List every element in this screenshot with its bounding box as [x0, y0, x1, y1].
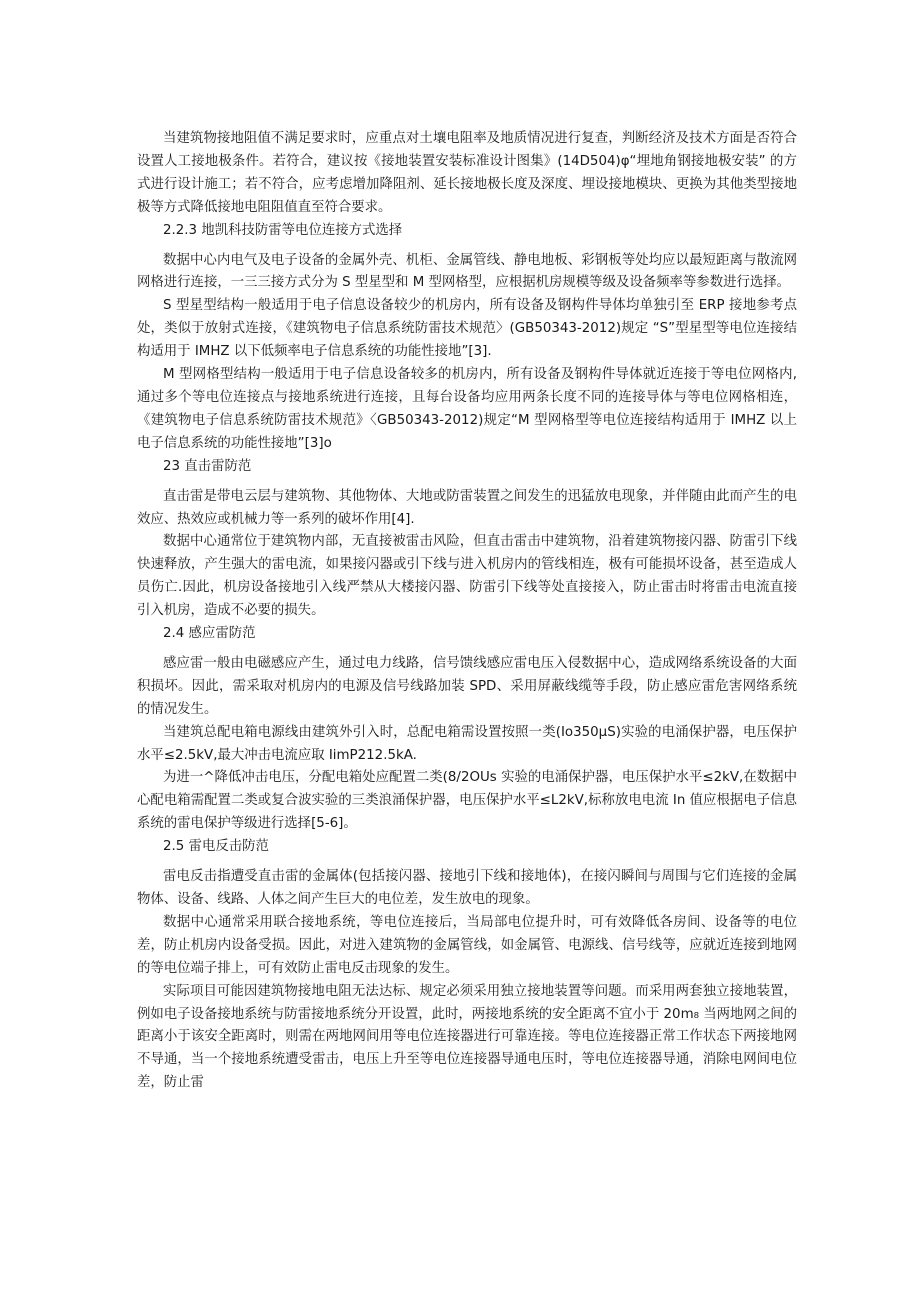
section-heading-2-4: 2.4 感应雷防范: [163, 626, 256, 642]
document-page: [137, 128, 797, 1095]
paragraph-direct-lightning-definition: 直击雷是带电云层与建筑物、其他物体、大地或防雷装置之间发生的迅猛放电现象，并伴随由此而产生的电效应、热效应或机械力等一系列的破坏作用[4].: [137, 488, 797, 527]
paragraph-direct-lightning-datacenter: 数据中心通常位于建筑物内部，无直接被雷击风险，但直击雷击中建筑物，沿着建筑物接闪器、防雷引下线快速释放，产生强大的雷电流，如果接闪器或引下线与进入机房内的管线相连，极有可能损坏设备，甚至造成人员伤亡.因此，机房设备接地引入线严禁从大楼接闪器、防雷引下线等处直接接入，防止雷击时将雷击电流直接引入机房，造成不必要的损失。: [137, 534, 797, 619]
paragraph-m-type-mesh: M 型网格型结构一般适用于电子信息设备较多的机房内，所有设备及钢构件导体就近连接于等电位网格内,通过多个等电位连接点与接地系统进行连接，且每台设备均应用两条长度不同的连接导体与等电位网格相连，《建筑物电子信息系统防雷技术规范》〈GB50343-2012)规定“M 型网格型等电位连接结构适用于 IMHZ 以上电子信息系统的功能性接地”[3]o: [137, 367, 797, 451]
section-heading-2-5: 2.5 雷电反击防范: [163, 839, 269, 855]
section-heading-2-3: 23 直击雷防范: [163, 458, 252, 474]
paragraph-grounding-resistance: 当建筑物接地阻值不满足要求时，应重点对土壤电阻率及地质情况进行复查，判断经济及技术方面是否符合设置人工接地极条件。若符合，建议按《接地装置安装标准设计图集》(14D504)φ“埋地角钢接地极安装” 的方式进行设计施工；若不符合，应考虑增加降阻剂、延长接地极长度及深度、埋设接地模块、更换为其他类型接地极等方式降低接地电阻阻值直至符合要求。: [137, 131, 797, 215]
paragraph-bonding-overview: 数据中心内电气及电子设备的金属外壳、机柜、金属管线、静电地板、彩钢板等处均应以最短距离与散流网网格进行连接，一三三接方式分为 S 型星型和 M 型网格型，应根据机房规模等级及设备频率等参数进行选择。: [137, 252, 797, 291]
paragraph-sub-distribution-spd: 为进一^降低冲击电压，分配电箱处应配置二类(8/2OUs 实验的电涌保护器，电压保护水平≤2kV,在数据中心配电箱需配置二类或复合波实验的三类浪涌保护器，电压保护水平≤L2kV,标称放电电流 In 值应根据电子信息系统的雷电保护等级进行选择[5-6]。: [137, 770, 797, 832]
paragraph-back-flashover-definition: 雷电反击指遭受直击雷的金属体(包括接闪器、接地引下线和接地体)，在接闪瞬间与周围与它们连接的金属物体、设备、线路、人体之间产生巨大的电位差，发生放电的现象。: [137, 869, 797, 907]
section-heading-2-2-3: 2.2.3 地凯科技防雷等电位连接方式选择: [163, 222, 403, 238]
paragraph-joint-grounding: 数据中心通常采用联合接地系统，等电位连接后，当局部电位提升时，可有效降低各房间、设备等的电位差，防止机房内设备受损。因此，对进入建筑物的金属管线，如金属管、电源线、信号线等，应就近连接到地网的等电位端子排上，可有效防止雷电反击现象的发生。: [137, 914, 797, 976]
paragraph-main-distribution-spd: 当建筑总配电箱电源线由建筑外引入时，总配电箱需设置按照一类(Io350μS)实验的电涌保护器，电压保护水平≤2.5kV,最大冲击电流应取 IimP212.5kA.: [137, 724, 797, 763]
paragraph-s-type-star: S 型星型结构一般适用于电子信息设备较少的机房内，所有设备及钢构件导体均单独引至 ERP 接地参考点处，类似于放射式连接，《建筑物电子信息系统防雷技术规范〉(GB50343-2012)规定 “S”型星型等电位连接结构适用于 IMHZ 以下低频率电子信息系统的功能性接地”[3].: [137, 298, 797, 360]
paragraph-independent-grounding: 实际项目可能因建筑物接地电阻无法达标、规定必须采用独立接地装置等问题。而采用两套独立接地装置，例如电子设备接地系统与防雷接地系统分开设置，此时，两接地系统的安全距离不宜小于 20m₈ 当两地网之间的距离小于该安全距离时，则需在两地网间用等电位连接器进行可靠连接。等电位连接器正常工作状态下两接地网不导通，当一个接地系统遭受雷击，电压上升至等电位连接器导通电压时，等电位连接器导通，消除电网间电位差，防止雷: [137, 983, 797, 1091]
paragraph-induced-lightning: 感应雷一般由电磁感应产生，通过电力线路，信号馈线感应雷电压入侵数据中心，造成网络系统设备的大面积损坏。因此，需采取对机房内的电源及信号线路加装 SPD、采用屏蔽线缆等手段，防止感应雷危害网络系统的情况发生。: [137, 655, 797, 717]
